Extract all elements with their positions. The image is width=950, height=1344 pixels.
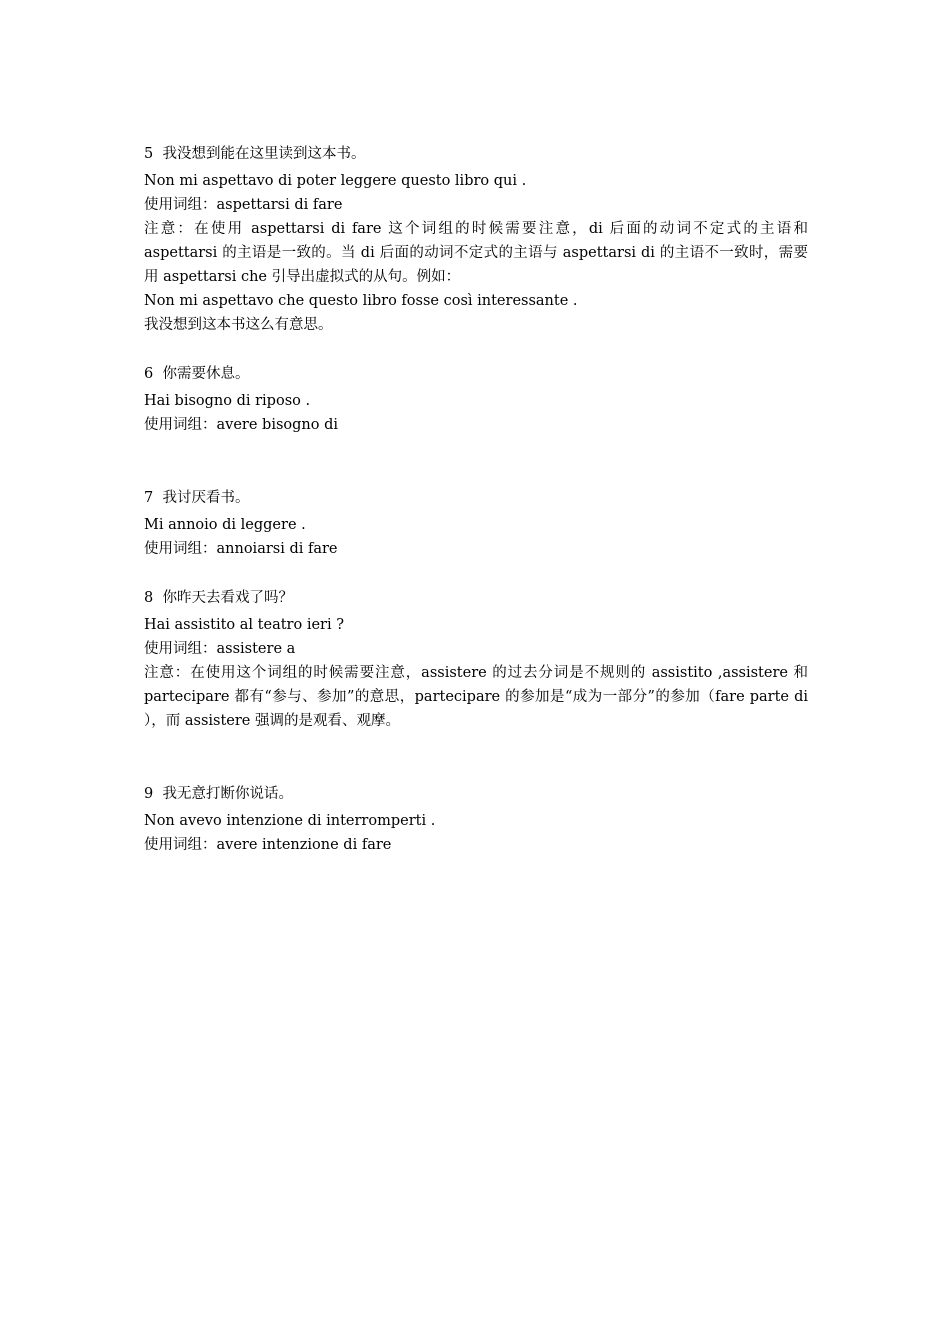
entry-phrase: 使用词组：aspettarsi di fare [144,197,343,213]
entry-heading [144,142,808,166]
entry-number: 6 [144,366,154,382]
entry-number: 9 [144,786,154,802]
spacer [144,561,808,586]
entry-note: 注意：在使用 aspettarsi di fare 这个词组的时候需要注意，di 后面的动词不定式的主语和 aspettarsi 的主语是一致的。当 di 后面的动词不定式的主语与 aspettarsi di 的主语不一致时，需要用 aspettarsi che 引导出虚拟式的从句。例如： [144,221,808,285]
entry-number: 5 [144,146,154,162]
spacer [144,437,808,486]
entry-italian: Non avevo intenzione di interromperti . [144,813,436,829]
entry-phrase: 使用词组：assistere a [144,641,296,657]
entry-chinese: 我没想到能在这里读到这本书。 [162,146,366,162]
entry-heading [144,782,808,806]
entry-italian: Hai bisogno di riposo . [144,393,311,409]
entry-number: 8 [144,590,154,606]
spacer [144,733,808,782]
entry-phrase: 使用词组：avere intenzione di fare [144,837,392,853]
entry-number: 7 [144,490,154,506]
entry-8 [144,586,808,733]
entry-7 [144,486,808,561]
entry-chinese: 我讨厌看书。 [162,490,250,506]
entry-heading [144,586,808,610]
entry-italian: Hai assistito al teatro ieri ? [144,617,344,633]
entry-phrase: 使用词组：avere bisogno di [144,417,339,433]
entry-italian: Mi annoio di leggere . [144,517,306,533]
entry-chinese: 我无意打断你说话。 [162,786,293,802]
entry-heading [144,486,808,510]
entry-heading [144,362,808,386]
entry-chinese: 你昨天去看戏了吗？ [162,590,293,606]
entry-example-chinese: 我没想到这本书这么有意思。 [144,317,333,333]
entry-example-italian: Non mi aspettavo che questo libro fosse così interessante . [144,293,578,309]
entry-note: 注意：在使用这个词组的时候需要注意，assistere 的过去分词是不规则的 assistito ,assistere 和 partecipare 都有“参与、参加”的意思，partecipare 的参加是“成为一部分”的参加（fare parte di ），而 assistere 强调的是观看、观摩。 [144,665,808,729]
entry-phrase: 使用词组：annoiarsi di fare [144,541,338,557]
entry-9 [144,782,808,857]
entry-italian: Non mi aspettavo di poter leggere questo libro qui . [144,173,527,189]
entry-chinese: 你需要休息。 [162,366,250,382]
entry-6 [144,362,808,437]
spacer [144,337,808,362]
entry-5 [144,142,808,337]
document-content [144,142,808,857]
